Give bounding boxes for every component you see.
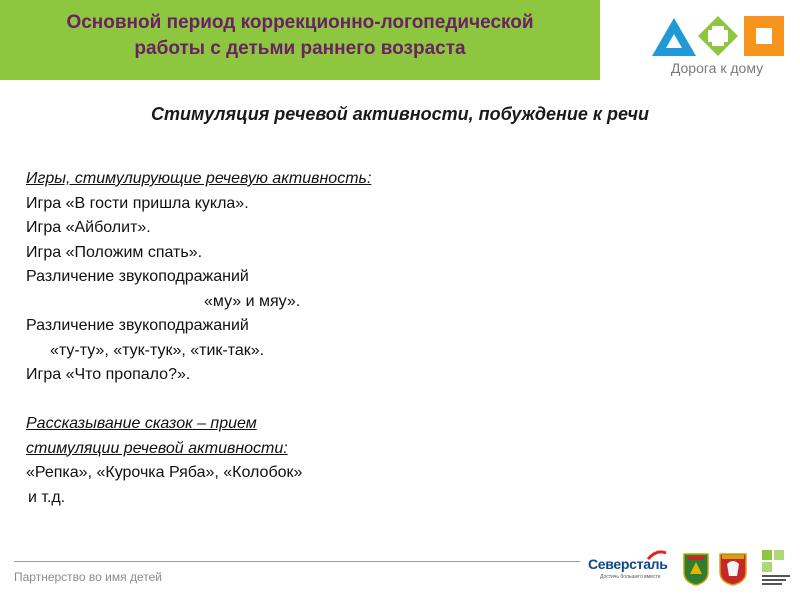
list-item: «Репка», «Курочка Ряба», «Колобок» [26, 464, 303, 481]
brand-logo-icons [648, 12, 788, 62]
sponsor-swoosh-icon [646, 549, 668, 561]
content-body [26, 167, 586, 510]
section-heading-games: Игры, стимулирующие речевую активность: [26, 170, 372, 187]
list-item: Игра «Что пропало?». [26, 366, 191, 383]
list-item: Игра «В гости пришла кукла». [26, 194, 249, 212]
footer-divider [14, 561, 580, 562]
list-item: Игра «Айболит». [26, 219, 151, 236]
brand-logo-caption: Дорога к дому [670, 60, 764, 76]
sponsor-logo-name: Северсталь [588, 556, 668, 572]
region-crest-icon [718, 552, 748, 586]
footer-caption: Партнерство во имя детей [14, 570, 162, 584]
page-title-line-2: работы с детьми раннего возраста [134, 38, 466, 59]
page-title [0, 10, 600, 62]
list-item: Игра «Положим спать». [26, 243, 203, 261]
diamond-cross-icon [698, 16, 738, 56]
spacer [26, 388, 586, 413]
city-crest-icon [682, 552, 710, 586]
fund-logo-icon [760, 548, 792, 586]
list-item-continuation: «му» и мяу». [204, 292, 301, 310]
page-title-line-1: Основной период коррекционно-логопедической [66, 12, 534, 33]
list-item: и т.д. [28, 488, 66, 506]
triangle-icon [652, 18, 696, 56]
list-item-continuation: «ту-ту», «тук-тук», «тик-так». [50, 341, 265, 359]
section-heading-tales-line-2: стимуляции речевой активности: [26, 439, 288, 457]
slide-subtitle: Стимуляция речевой активности, побуждение к речи [150, 104, 650, 124]
list-item: Различение звукоподражаний [26, 268, 249, 285]
list-item: Различение звукоподражаний [26, 317, 249, 334]
square-frame-icon [744, 16, 784, 56]
section-heading-tales-line-1: Рассказывание сказок – прием [26, 415, 257, 432]
sponsor-tagline: Достичь большего вместе [600, 574, 661, 580]
